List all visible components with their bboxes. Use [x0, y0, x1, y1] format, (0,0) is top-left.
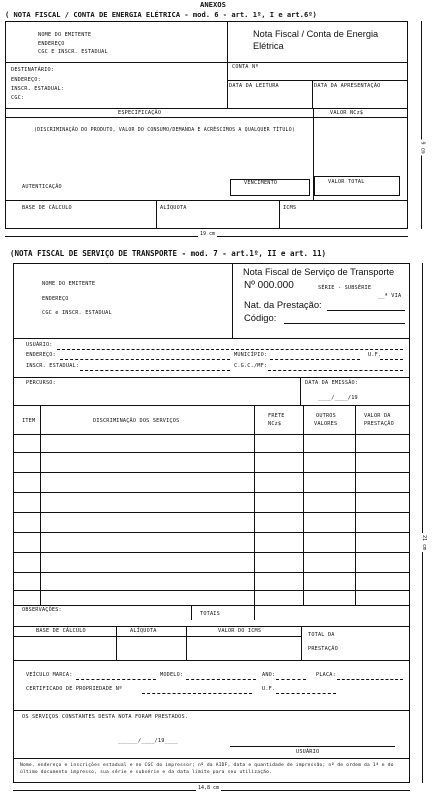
- form2-width-mark: 14,8 cm: [198, 785, 220, 791]
- form1-emitter-address: ENDEREÇO: [38, 41, 65, 47]
- form1-heading: ( NOTA FISCAL / CONTA DE ENERGIA ELÉTRICA - mod. 6 - art. 1º, I e art.6º): [5, 10, 317, 19]
- form2-rate: ALÍQUOTA: [130, 628, 157, 634]
- table-row: [13, 512, 410, 513]
- form2-ownership: CERTIFICADO DE PROPRIEDADE Nº: [26, 686, 123, 692]
- form1-presentation-date: DATA DA APRESENTAÇÃO: [314, 83, 381, 89]
- form2-code: Código:: [244, 312, 277, 323]
- form2-copy: __ª VIA: [378, 293, 402, 299]
- table-row: [13, 452, 410, 453]
- form2-uf: U.F.: [368, 352, 382, 358]
- form1-icms: ICMS: [283, 205, 297, 211]
- form1-recipient-cgc: CGC:: [11, 95, 25, 101]
- form2-vehicle: VEÍCULO MARCA:: [26, 672, 73, 678]
- table-row: [13, 532, 410, 533]
- col-other-2: VALORES: [314, 421, 338, 427]
- form2-state-reg: INSCR. ESTADUAL:: [26, 363, 80, 369]
- form2-city: MUNICÍPIO:: [234, 352, 268, 358]
- form2-frame: [13, 263, 410, 783]
- form2-model: MODELO:: [160, 672, 184, 678]
- col-freight-unit: NCz$: [268, 421, 282, 427]
- form2-issue-date: DATA DA EMISSÃO:: [305, 380, 359, 386]
- table-row: [13, 572, 410, 573]
- form1-authentication: AUTENTICAÇÃO: [22, 184, 62, 190]
- form2-doc-title: Nota Fiscal de Serviço de Transporte: [243, 267, 395, 277]
- form1-due: VENCIMENTO: [244, 180, 278, 186]
- form1-total: VALOR TOTAL: [328, 179, 365, 185]
- form2-route: PERCURSO:: [26, 380, 56, 386]
- form2-height-mark: 21 cm: [421, 534, 428, 551]
- form1-height-mark-line: [421, 21, 422, 229]
- form2-user: USUÁRIO:: [26, 342, 53, 348]
- form2-address: ENDEREÇO:: [26, 352, 56, 358]
- form1-recipient: DESTINATÁRIO:: [11, 67, 55, 73]
- table-row: [13, 472, 410, 473]
- form2-receipt-date: ______/____/19____: [118, 738, 178, 744]
- form1-width-mark: 19 cm: [200, 231, 216, 237]
- form2-cgc-mf: C.G.C./MF:: [234, 363, 268, 369]
- form2-notes: OBSERVAÇÕES:: [22, 607, 62, 613]
- form2-plate: PLACA:: [316, 672, 336, 678]
- form1-rate: ALÍQUOTA: [160, 205, 187, 211]
- form2-emitter-name: NOME DO EMITENTE: [42, 281, 96, 287]
- form1-spec-text: (DISCRIMINAÇÃO DO PRODUTO, VALOR DO CONSUMO/DEMANDA E ACRÉSCIMOS A QUALQUER TÍTULO): [34, 127, 295, 133]
- form1-height-mark: 9 cm: [419, 141, 426, 154]
- annex-title: ANEXOS: [200, 0, 226, 9]
- form2-height-mark-line: [422, 263, 423, 783]
- form1-recipient-address: ENDEREÇO:: [11, 77, 41, 83]
- form2-nature: Nat. da Prestação:: [244, 299, 322, 310]
- form2-issue-date-fill: ____/____/19: [318, 395, 358, 401]
- form2-uf-2: U.F.: [262, 686, 276, 692]
- form1-base: BASE DE CÁLCULO: [22, 205, 72, 211]
- form2-signer: USUÁRIO: [296, 749, 320, 755]
- col-freight: FRETE: [268, 413, 285, 419]
- form1-spec-label: ESPECIFICAÇÃO: [118, 110, 162, 116]
- form2-receipt: OS SERVIÇOS CONSTANTES DESTA NOTA FORAM PRESTADOS.: [22, 714, 189, 720]
- form1-reading-date: DATA DA LEITURA: [229, 83, 279, 89]
- form2-emitter-address: ENDEREÇO: [42, 296, 69, 302]
- col-item: ITEM: [22, 418, 36, 424]
- form2-year: ANO:: [262, 672, 276, 678]
- table-row: [13, 492, 410, 493]
- form2-total-service: TOTAL DA: [308, 632, 335, 638]
- form2-icms-value: VALOR DO ICMS: [218, 628, 262, 634]
- form1-emitter-name: NOME DO EMITENTE: [38, 32, 92, 38]
- form2-heading: (NOTA FISCAL DE SERVIÇO DE TRANSPORTE - mod. 7 - art.1º, II e art. 11): [10, 249, 327, 258]
- form1-doc-title: Nota Fiscal / Conta de Energia Elétrica: [253, 29, 379, 51]
- col-other: OUTROS: [316, 413, 336, 419]
- form2-emitter-cgc: CGC e INSCR. ESTADUAL: [42, 310, 112, 316]
- form2-number: Nº 000.000: [244, 280, 294, 291]
- table-row: [13, 552, 410, 553]
- form1-emitter-cgc: CGC E INSCR. ESTADUAL: [38, 49, 108, 55]
- col-value: VALOR DA: [364, 413, 391, 419]
- form2-base: BASE DE CÁLCULO: [36, 628, 86, 634]
- form1-account-number: CONTA Nº: [232, 64, 259, 70]
- form2-footer: Nome, endereço e inscrições estadual e no CGC do impressor; nº da AIDF, data e quantidade de impressão; nº de ordem da 1ª e do último documento impresso, sua série e subsérie e da data limite para seu utilização.: [20, 763, 394, 775]
- form1-recipient-state-reg: INSCR. ESTADUAL:: [11, 86, 65, 92]
- form2-totals: TOTAIS: [200, 611, 220, 617]
- form1-value-label: VALOR NCz$: [330, 110, 364, 116]
- col-value-2: PRESTAÇÃO: [364, 421, 394, 427]
- form2-total-service-2: PRESTAÇÃO: [308, 646, 338, 652]
- form2-series: SÉRIE - SUBSÉRIE: [318, 285, 372, 291]
- col-description: DISCRIMINAÇÃO DOS SERVIÇOS: [93, 418, 180, 424]
